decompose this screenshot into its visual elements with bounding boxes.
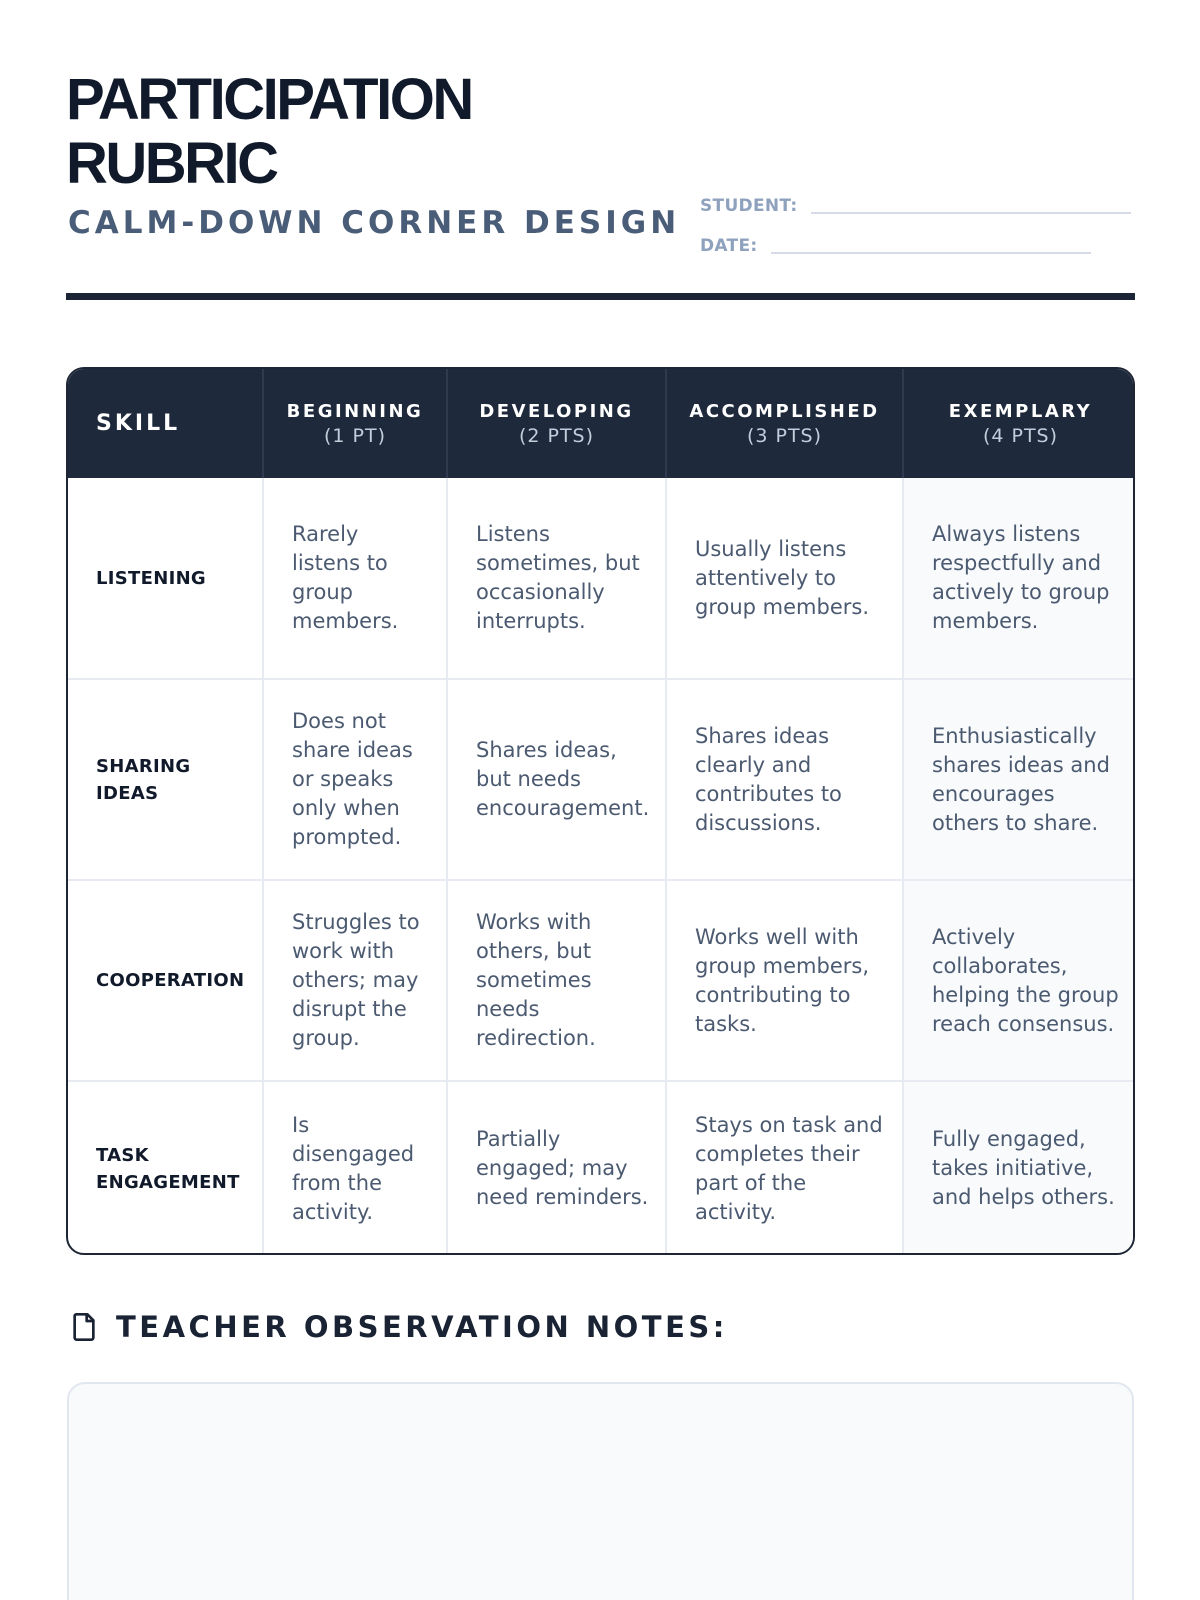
table-row-listening xyxy=(68,478,1135,679)
page-title: PARTICIPATION RUBRIC xyxy=(66,67,472,196)
notes-heading xyxy=(68,1310,728,1344)
table-cell: Struggles to work with others; may disrupt the group. xyxy=(263,880,447,1081)
student-field[interactable] xyxy=(700,186,1131,216)
table-cell: Fully engaged, takes initiative, and helps others. xyxy=(903,1081,1135,1255)
column-header-developing xyxy=(447,369,666,478)
table-cell: Actively collaborates, helping the group reach consensus. xyxy=(903,880,1135,1081)
skill-name: TASK ENGAGEMENT xyxy=(68,1081,263,1255)
level-name: DEVELOPING xyxy=(479,400,634,422)
table-cell: Partially engaged; may need reminders. xyxy=(447,1081,666,1255)
table-cell: Shares ideas, but needs encouragement. xyxy=(447,679,666,880)
table-cell: Listens sometimes, but occasionally interrupts. xyxy=(447,478,666,679)
notes-title: TEACHER OBSERVATION NOTES: xyxy=(116,1310,728,1344)
table-cell: Always listens respectfully and actively to group members. xyxy=(903,478,1135,679)
header-divider xyxy=(66,293,1135,300)
column-header-skill: SKILL xyxy=(68,369,263,478)
table-cell: Usually listens attentively to group members. xyxy=(666,478,903,679)
level-name: ACCOMPLISHED xyxy=(689,400,880,422)
column-header-beginning xyxy=(263,369,447,478)
skill-name: SHARING IDEAS xyxy=(68,679,263,880)
table-cell: Stays on task and completes their part of the activity. xyxy=(666,1081,903,1255)
skill-name: LISTENING xyxy=(68,478,263,679)
date-field[interactable] xyxy=(700,226,1091,256)
date-line[interactable] xyxy=(771,252,1091,254)
date-label: DATE: xyxy=(700,236,758,256)
student-label: STUDENT: xyxy=(700,196,798,216)
table-row-sharing-ideas xyxy=(68,679,1135,880)
level-points: (2 PTS) xyxy=(518,424,595,447)
level-points: (3 PTS) xyxy=(746,424,823,447)
document-icon xyxy=(68,1311,100,1343)
table-cell: Works well with group members, contributing to tasks. xyxy=(666,880,903,1081)
student-line[interactable] xyxy=(811,212,1131,214)
page-subtitle: CALM-DOWN CORNER DESIGN xyxy=(68,205,681,241)
table-row-cooperation xyxy=(68,880,1135,1081)
level-name: BEGINNING xyxy=(286,400,424,422)
rubric-table xyxy=(66,367,1135,1255)
table-cell: Works with others, but sometimes needs redirection. xyxy=(447,880,666,1081)
level-points: (1 PT) xyxy=(323,424,387,447)
table-cell: Does not share ideas or speaks only when prompted. xyxy=(263,679,447,880)
column-header-accomplished xyxy=(666,369,903,478)
table-header-row xyxy=(68,369,1135,478)
table-row-task-engagement xyxy=(68,1081,1135,1255)
table-cell: Shares ideas clearly and contributes to discussions. xyxy=(666,679,903,880)
table-cell: Rarely listens to group members. xyxy=(263,478,447,679)
level-points: (4 PTS) xyxy=(982,424,1059,447)
table-cell: Is disengaged from the activity. xyxy=(263,1081,447,1255)
table-cell: Enthusiastically shares ideas and encourages others to share. xyxy=(903,679,1135,880)
level-name: EXEMPLARY xyxy=(948,400,1093,422)
column-header-exemplary xyxy=(903,369,1135,478)
notes-textarea[interactable] xyxy=(67,1382,1134,1600)
skill-name: COOPERATION xyxy=(68,880,263,1081)
